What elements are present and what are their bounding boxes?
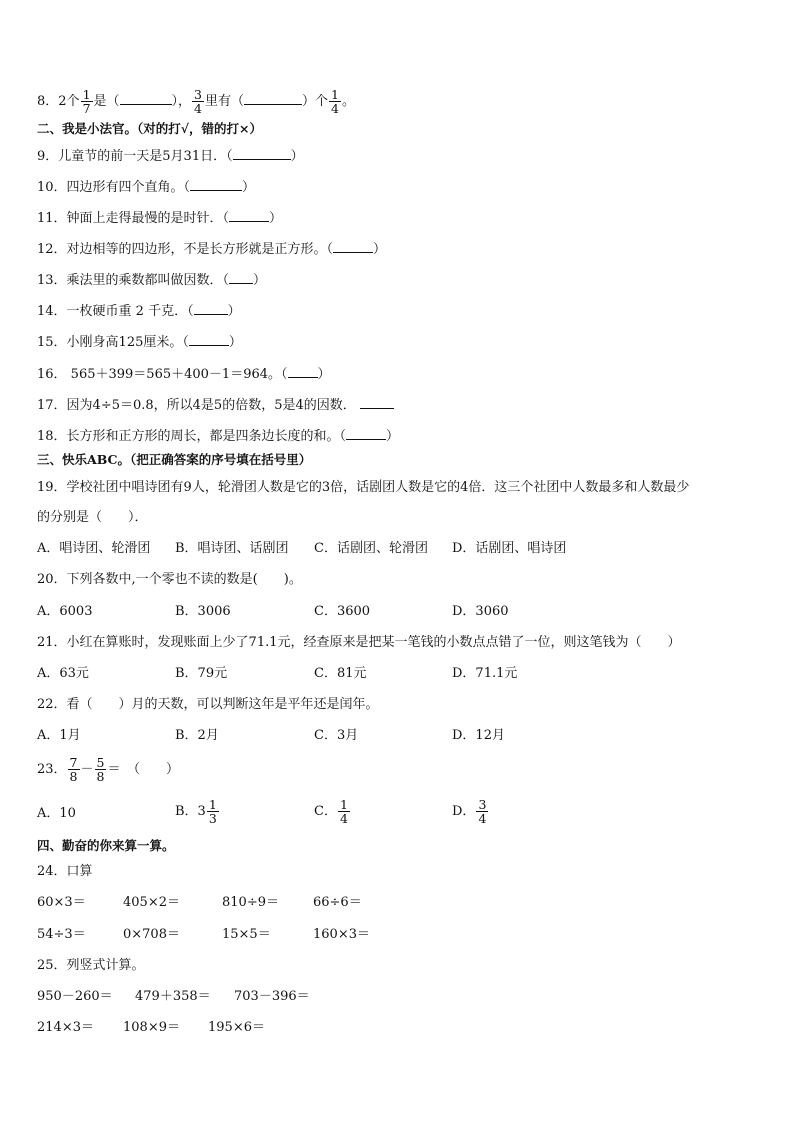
text: ） — [269, 211, 283, 226]
calc-item: 0×708＝ — [123, 927, 180, 942]
option-a[interactable]: A．唱诗团、轮滑团 — [37, 541, 151, 556]
question-11 — [37, 209, 282, 227]
option-d[interactable]: D．71.1元 — [452, 666, 518, 681]
question-text: 12．对边相等的四边形，不是长方形就是正方形。（ — [37, 242, 334, 257]
calc-item: 195×6＝ — [208, 1020, 265, 1035]
answer-blank[interactable] — [346, 427, 386, 440]
numerator: 1 — [82, 87, 91, 102]
option-label: D． — [452, 803, 476, 819]
text: ） — [386, 429, 400, 444]
answer-blank[interactable] — [360, 396, 394, 409]
text: ）个 — [302, 94, 329, 109]
section-4-title: 四、勤奋的你来算一算。 — [37, 838, 175, 853]
fraction — [338, 798, 350, 825]
answer-blank[interactable] — [333, 240, 373, 253]
question-21: 21．小红在算账时，发现账面上少了71.1元，经查原来是把某一笔钱的小数点点错了一位，则这笔钱为（ ） — [37, 635, 681, 650]
answer-blank[interactable] — [229, 209, 269, 222]
question-20: 20．下列各数中,一个零也不读的数是( )。 — [37, 572, 302, 587]
option-d[interactable] — [452, 798, 489, 825]
question-19-line-1: 19．学校社团中唱诗团有9人，轮滑团人数是它的3倍，话剧团人数是它的4倍．这三个社团中人数最多和人数最少 — [37, 480, 690, 495]
numerator: 3 — [478, 797, 487, 812]
numerator: 1 — [208, 797, 217, 812]
question-8 — [37, 88, 355, 115]
question-17 — [37, 396, 394, 414]
option-d[interactable]: D．3060 — [452, 604, 509, 619]
text: 2个 — [58, 94, 80, 109]
question-text: 9．儿童节的前一天是5月31日．（ — [37, 149, 233, 164]
question-9 — [37, 147, 304, 165]
calc-item: 703－396＝ — [234, 989, 310, 1004]
section-3-title: 三、快乐ABC。（把正确答案的序号填在括号里） — [37, 452, 312, 467]
option-d[interactable]: D．话剧团、唱诗团 — [452, 541, 567, 556]
answer-blank[interactable] — [233, 147, 291, 160]
denominator: 4 — [194, 101, 202, 116]
option-a[interactable]: A．10 — [37, 806, 76, 821]
denominator: 8 — [69, 769, 78, 784]
question-text: 14．一枚硬币重 2 千克．（ — [37, 304, 194, 319]
calc-item: 479＋358＝ — [135, 989, 211, 1004]
fraction — [476, 798, 488, 825]
fraction — [329, 88, 341, 115]
text: ） — [317, 367, 331, 382]
denominator: 3 — [208, 811, 217, 826]
question-number: 8． — [37, 94, 59, 109]
denominator: 4 — [478, 811, 487, 826]
denominator: 4 — [331, 101, 339, 116]
text: 。 — [341, 94, 355, 109]
option-c[interactable]: C．81元 — [314, 666, 367, 681]
numerator: 7 — [69, 755, 78, 770]
question-23 — [37, 756, 179, 783]
calc-item: 108×9＝ — [123, 1020, 180, 1035]
text: ） — [253, 273, 267, 288]
question-25-title: 25．列竖式计算。 — [37, 958, 145, 973]
calc-item: 950－260＝ — [37, 989, 113, 1004]
option-d-content — [452, 798, 489, 825]
option-b[interactable]: B．79元 — [175, 666, 228, 681]
section-2-title: 二、我是小法官。（对的打√，错的打×） — [37, 121, 262, 136]
answer-blank[interactable] — [194, 302, 228, 315]
option-c[interactable]: C．话剧团、轮滑团 — [314, 541, 428, 556]
numerator: 1 — [331, 87, 339, 102]
question-text: 11．钟面上走得最慢的是时针．（ — [37, 211, 230, 226]
option-b[interactable]: B．3006 — [175, 604, 231, 619]
option-b[interactable] — [175, 798, 220, 825]
denominator: 7 — [82, 101, 91, 116]
numerator: 5 — [96, 755, 105, 770]
text: ＝ （ ） — [107, 762, 179, 777]
text: 里有（ — [205, 94, 245, 109]
option-c[interactable]: C．3600 — [314, 604, 371, 619]
answer-blank[interactable] — [190, 178, 242, 191]
question-18 — [37, 427, 399, 445]
calc-item: 405×2＝ — [123, 895, 180, 910]
question-text: 13．乘法里的乘数都叫做因数．（ — [37, 273, 230, 288]
calc-item: 214×3＝ — [37, 1020, 94, 1035]
option-label: C． — [314, 803, 337, 819]
calc-item: 810÷9＝ — [222, 895, 279, 910]
fraction — [207, 798, 219, 825]
text: ）， — [171, 94, 192, 109]
mixed-number — [175, 798, 220, 825]
answer-blank[interactable] — [120, 92, 172, 105]
question-14 — [37, 302, 241, 320]
option-a[interactable]: A．6003 — [37, 604, 93, 619]
option-c[interactable] — [314, 798, 351, 825]
question-text: 16． 565＋399＝565＋400－1＝964。（ — [37, 367, 288, 382]
option-b[interactable]: B．2月 — [175, 728, 219, 743]
answer-blank[interactable] — [189, 333, 229, 346]
option-c-content — [314, 798, 351, 825]
question-text: 15．小刚身高125厘米。（ — [37, 335, 189, 350]
calc-item: 15×5＝ — [222, 927, 271, 942]
calc-item: 54÷3＝ — [37, 927, 86, 942]
question-16 — [37, 365, 331, 383]
question-text: 17．因为4÷5＝0.8，所以4是5的倍数，5是4的因数． — [37, 398, 356, 413]
text: － — [80, 762, 94, 777]
question-number: 23． — [37, 762, 67, 777]
question-12 — [37, 240, 386, 258]
text: 是（ — [93, 94, 120, 109]
question-15 — [37, 333, 242, 351]
answer-blank[interactable] — [229, 271, 253, 284]
option-label: B．3 — [175, 803, 206, 819]
text: ） — [373, 242, 387, 257]
question-19-line-2: 的分别是（ ）． — [37, 510, 148, 525]
text: ） — [242, 180, 256, 195]
calc-item: 60×3＝ — [37, 895, 86, 910]
answer-blank[interactable] — [244, 92, 302, 105]
fraction — [192, 88, 204, 115]
calc-item: 66÷6＝ — [313, 895, 362, 910]
question-24-title: 24．口算 — [37, 864, 93, 879]
option-a[interactable]: A．63元 — [37, 666, 89, 681]
fraction — [68, 756, 80, 783]
text: ） — [228, 335, 242, 350]
fraction — [81, 88, 93, 115]
question-text: 18．长方形和正方形的周长，都是四条边长度的和。（ — [37, 429, 347, 444]
question-10 — [37, 178, 255, 196]
option-a[interactable]: A．1月 — [37, 728, 81, 743]
question-13 — [37, 271, 266, 289]
denominator: 8 — [96, 769, 105, 784]
answer-blank[interactable] — [288, 365, 318, 378]
numerator: 1 — [339, 797, 348, 812]
question-22: 22．看（ ）月的天数，可以判断这年是平年还是闰年。 — [37, 697, 379, 712]
text: ） — [227, 304, 241, 319]
question-text: 10．四边形有四个直角。（ — [37, 180, 191, 195]
numerator: 3 — [194, 87, 202, 102]
option-c[interactable]: C．3月 — [314, 728, 359, 743]
option-b[interactable]: B．唱诗团、话剧团 — [175, 541, 289, 556]
option-d[interactable]: D．12月 — [452, 728, 505, 743]
denominator: 4 — [339, 811, 348, 826]
fraction — [95, 756, 107, 783]
calc-item: 160×3＝ — [313, 927, 370, 942]
text: ） — [290, 149, 304, 164]
